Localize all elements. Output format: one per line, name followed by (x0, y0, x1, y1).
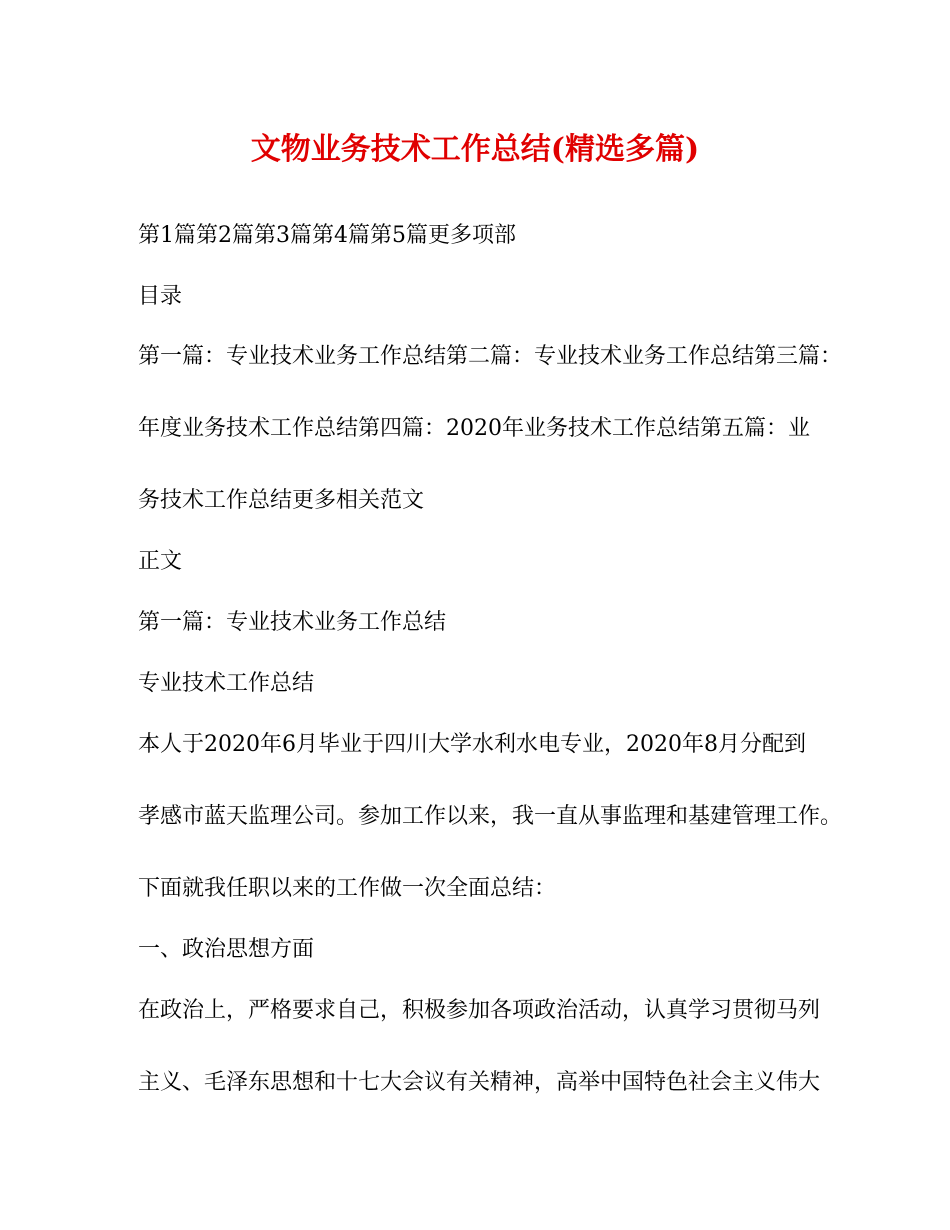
section-nav-line: 第1篇第2篇第3篇第4篇第5篇更多项部 (138, 223, 516, 248)
subsection-heading: 一、政治思想方面 (138, 937, 315, 962)
paragraph-line-1: 本人于2020年6月毕业于四川大学水利水电专业，2020年8月分配到 (138, 732, 806, 757)
toc-heading: 目录 (138, 284, 183, 309)
paragraph-line-2: 孝感市蓝天监理公司。参加工作以来，我一直从事监理和基建管理工作。 (138, 804, 843, 829)
toc-line-3: 务技术工作总结更多相关范文 (138, 488, 425, 513)
paragraph-line-5: 主义、毛泽东思想和十七大会议有关精神，高举中国特色社会主义伟大 (138, 1070, 821, 1095)
toc-line-2: 年度业务技术工作总结第四篇：2020年业务技术工作总结第五篇：业 (138, 416, 810, 441)
paragraph-line-3: 下面就我任职以来的工作做一次全面总结： (138, 876, 557, 901)
chapter-heading: 第一篇：专业技术业务工作总结 (138, 610, 447, 635)
paragraph-line-4: 在政治上，严格要求自己，积极参加各项政治活动，认真学习贯彻马列 (138, 998, 821, 1023)
section-heading: 专业技术工作总结 (138, 671, 315, 696)
toc-line-1: 第一篇：专业技术业务工作总结第二篇：专业技术业务工作总结第三篇： (138, 344, 843, 369)
body-heading: 正文 (138, 549, 183, 574)
document-title: 文物业务技术工作总结(精选多篇) (250, 132, 700, 167)
